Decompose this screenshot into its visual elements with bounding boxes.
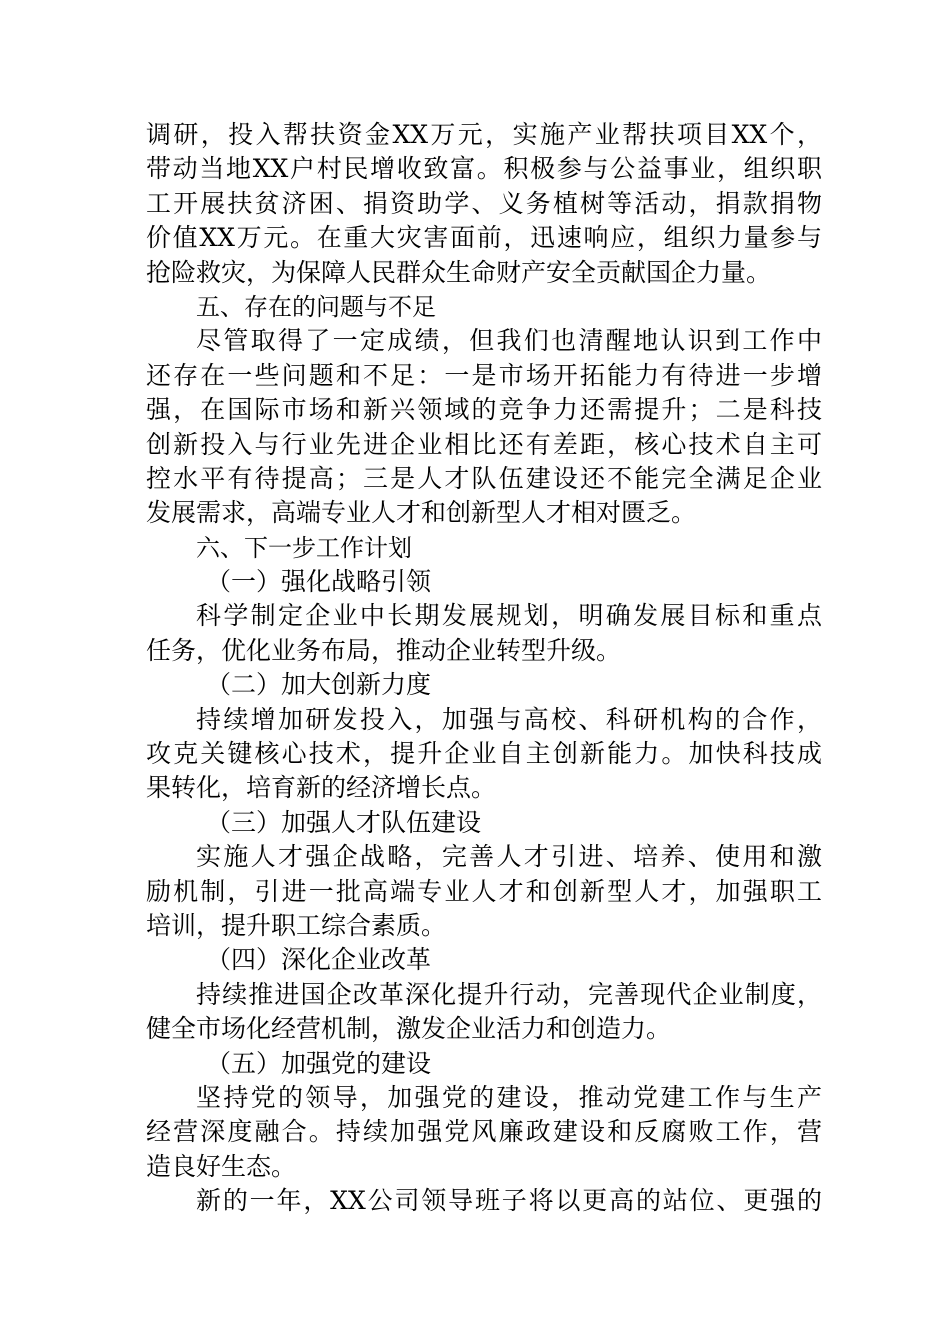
paragraph-line: 科学制定企业中长期发展规划，明确发展目标和重点 — [196, 601, 822, 631]
section-heading: 五、存在的问题与不足 — [196, 292, 436, 321]
paragraph-line: 经营深度融合。持续加强党风廉政建设和反腐败工作，营 — [146, 1117, 822, 1147]
paragraph-line: 价值XX万元。在重大灾害面前，迅速响应，组织力量参与 — [146, 223, 822, 253]
paragraph-line: 健全市场化经营机制，激发企业活力和创造力。 — [146, 1014, 672, 1044]
paragraph-line: 任务，优化业务布局，推动企业转型升级。 — [146, 635, 622, 665]
paragraph-line: 带动当地XX户村民增收致富。积极参与公益事业，组织职 — [146, 154, 822, 184]
paragraph-line: 新的一年，XX公司领导班子将以更高的站位、更强的 — [196, 1186, 822, 1216]
paragraph-line: 励机制，引进一批高端专业人才和创新型人才，加强职工 — [146, 876, 822, 906]
paragraph-line: 调研，投入帮扶资金XX万元，实施产业帮扶项目XX个， — [146, 120, 822, 149]
paragraph-line: 造良好生态。 — [146, 1151, 297, 1181]
subsection-heading: （一）强化战略引领 — [206, 567, 432, 597]
paragraph-line: 攻克关键核心技术，提升企业自主创新能力。加快科技成 — [146, 739, 822, 769]
section-heading: 六、下一步工作计划 — [196, 533, 412, 562]
paragraph-line: 坚持党的领导，加强党的建设，推动党建工作与生产 — [196, 1082, 822, 1112]
paragraph-line: 强，在国际市场和新兴领域的竞争力还需提升；二是科技 — [146, 395, 822, 425]
paragraph-line: 持续增加研发投入，加强与高校、科研机构的合作， — [196, 704, 822, 734]
subsection-heading: （四）深化企业改革 — [206, 945, 432, 975]
paragraph-line: 抢险救灾，为保障人民群众生命财产安全贡献国企力量。 — [146, 257, 772, 287]
paragraph-line: 持续推进国企改革深化提升行动，完善现代企业制度， — [196, 979, 822, 1009]
paragraph-line: 实施人才强企战略，完善人才引进、培养、使用和激 — [196, 842, 822, 872]
paragraph-line: 尽管取得了一定成绩，但我们也清醒地认识到工作中 — [196, 326, 822, 356]
paragraph-line: 果转化，培育新的经济增长点。 — [146, 773, 497, 803]
paragraph-line: 还存在一些问题和不足：一是市场开拓能力有待进一步增 — [146, 360, 822, 390]
paragraph-line: 创新投入与行业先进企业相比还有差距，核心技术自主可 — [146, 429, 822, 459]
paragraph-line: 工开展扶贫济困、捐资助学、义务植树等活动，捐款捐物 — [146, 188, 822, 218]
paragraph-line: 发展需求，高端专业人才和创新型人才相对匮乏。 — [146, 498, 697, 528]
paragraph-line: 控水平有待提高；三是人才队伍建设还不能完全满足企业 — [146, 463, 822, 493]
subsection-heading: （三）加强人才队伍建设 — [206, 807, 482, 837]
document-body — [146, 118, 822, 1219]
subsection-heading: （五）加强党的建设 — [206, 1048, 432, 1078]
subsection-heading: （二）加大创新力度 — [206, 670, 432, 700]
paragraph-line: 培训，提升职工综合素质。 — [146, 910, 447, 940]
